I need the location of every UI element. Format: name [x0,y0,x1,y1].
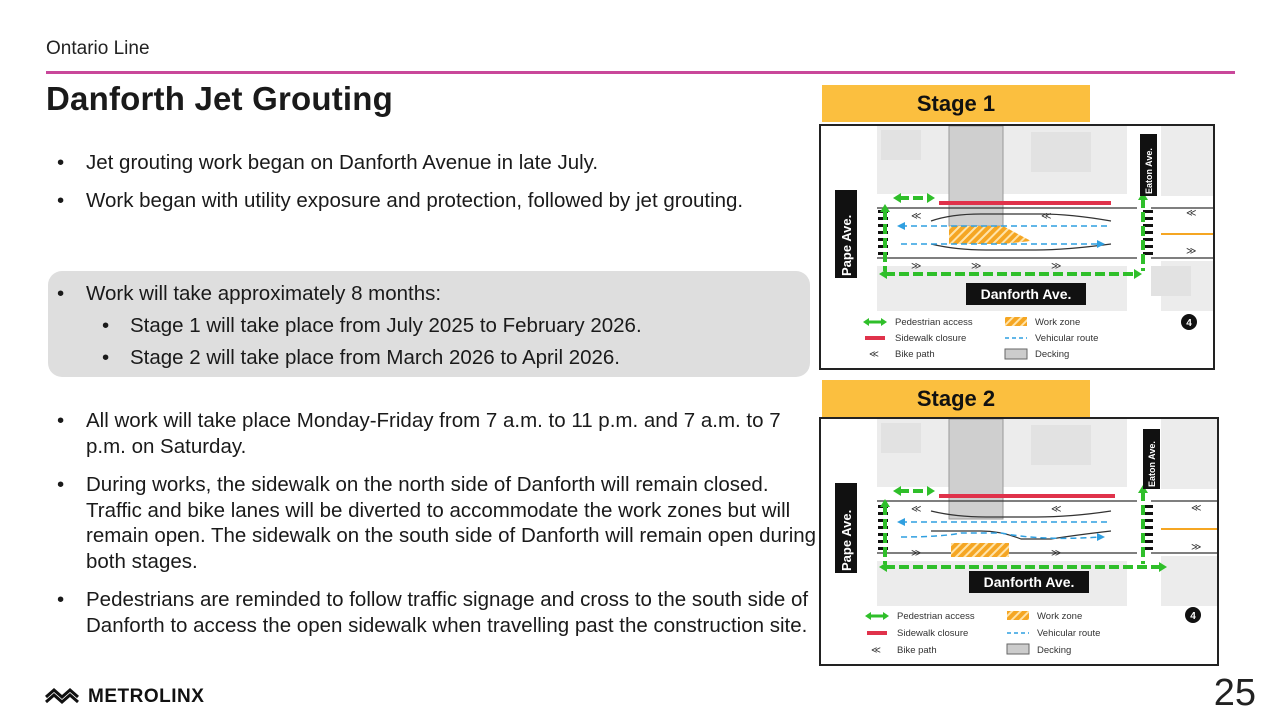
bullet-item [48,408,818,459]
bike-symbol: ≪ [1186,208,1197,219]
legend-vehicular-route: Vehicular route [1035,333,1099,344]
pape-ave-label: Pape Ave. [839,214,854,276]
north-marker-label: 4 [1190,611,1196,622]
bullet-list-bottom [48,408,818,651]
stage-2-label: Stage 2 [822,380,1090,417]
page-number: 25 [1213,672,1256,714]
bullet-item [48,150,818,175]
bike-symbol: ≫ [911,548,922,559]
eaton-ave-label: Eaton Ave. [1144,148,1154,194]
pape-ave-label: Pape Ave. [839,509,854,571]
legend-work-zone: Work zone [1037,611,1083,622]
sub-bullet-item [48,313,818,338]
bullet-list-schedule [48,281,818,370]
sub-bullet-text: Stage 2 will take place from March 2026 to April 2026. [130,346,620,369]
sub-bullet-item [48,345,818,370]
stage-2-map [819,417,1219,666]
bike-symbol: ≪ [911,504,922,515]
bullet-text: Jet grouting work began on Danforth Avenue in late July. [86,151,599,174]
bike-symbol: ≪ [1191,503,1202,514]
bullet-item [48,281,818,370]
bullet-text: Pedestrians are reminded to follow traffic signage and cross to the south side of Danforth to access the open sidewalk when travelling past the construction site. [86,588,809,637]
bullet-item [48,188,818,213]
stage-1-label: Stage 1 [822,85,1090,122]
bullet-list-top [48,150,818,226]
bullet-text: Work will take approximately 8 months: [86,282,442,305]
brand-name: METROLINX [88,686,205,707]
bike-symbol: ≫ [1191,542,1202,553]
danforth-ave-label: Danforth Ave. [983,574,1075,590]
eaton-ave-label: Eaton Ave. [1147,441,1157,487]
bike-symbol: ≪ [911,211,922,222]
bullet-text: During works, the sidewalk on the north side of Danforth will remain closed. Traffic and bike lanes will be diverted to accommodate the work zones but will remain open. The sidewalk on the south side of Danforth will remain open during both stages. [86,473,817,573]
bullet-text: All work will take place Monday-Friday from 7 a.m. to 11 p.m. and 7 a.m. to 7 p.m. on Saturday. [86,409,781,458]
metrolinx-wave-icon [44,686,84,708]
north-marker-label: 4 [1186,318,1192,329]
bike-symbol: ≫ [911,261,922,272]
bullet-item [48,472,818,574]
bike-symbol: ≫ [1051,261,1062,272]
page-title: Danforth Jet Grouting [46,80,394,117]
bike-symbol: ≫ [1186,246,1197,257]
legend-pedestrian-access: Pedestrian access [895,317,973,328]
legend-vehicular-route: Vehicular route [1037,628,1101,639]
legend-sidewalk-closure: Sidewalk closure [895,333,967,344]
legend-bike-path: Bike path [897,645,937,656]
bike-symbol: ≫ [971,261,982,272]
metrolinx-logo [44,686,204,708]
legend-pedestrian-access: Pedestrian access [897,611,975,622]
legend-bike-icon: ≪ [869,349,879,360]
bullet-item [48,587,818,638]
legend-decking: Decking [1035,349,1070,360]
legend-work-zone: Work zone [1035,317,1081,328]
header-divider [46,71,1235,74]
legend-sidewalk-closure: Sidewalk closure [897,628,969,639]
legend-decking: Decking [1037,645,1072,656]
section-label: Ontario Line [46,38,150,59]
legend-bike-path: Bike path [895,349,935,360]
bike-symbol: ≪ [1051,504,1062,515]
bike-symbol: ≫ [1051,548,1062,559]
stage-1-map [819,124,1215,370]
bullet-text: Work began with utility exposure and protection, followed by jet grouting. [86,189,744,212]
danforth-ave-label: Danforth Ave. [980,286,1072,302]
legend-bike-icon: ≪ [871,645,881,656]
bike-symbol: ≪ [1041,211,1052,222]
sub-bullet-text: Stage 1 will take place from July 2025 to February 2026. [130,314,642,337]
